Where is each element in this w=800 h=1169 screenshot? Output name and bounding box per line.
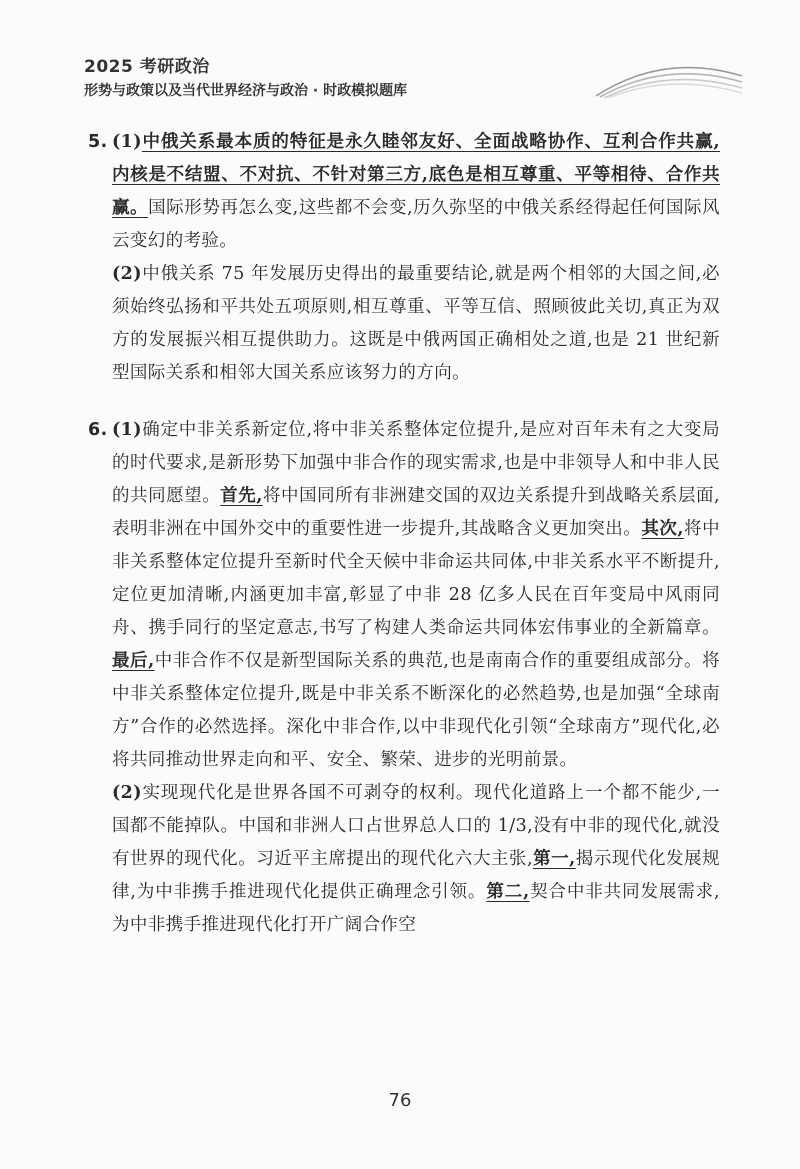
sub-answer-6-2	[112, 777, 720, 942]
answer-text: 将中国同所有非洲建交国的双边关系提升到战略关系层面,表明非洲在中国外交中的重要性进一步提升,其战略含义更加突出。	[112, 486, 720, 539]
keyword-last: 最后,	[112, 651, 155, 671]
answer-text: 中俄关系 75 年发展历史得出的最重要结论,就是两个相邻的大国之间,必须始终弘扬和平共处五项原则,相互尊重、平等互信、照顾彼此关切,真正为双方的发展振兴相互提供助力。这既是中俄两国正确相处之道,也是 21 世纪新型国际关系和相邻大国关系应该努力的方向。	[112, 264, 720, 383]
answer-item-5	[88, 126, 720, 390]
keyword-first: 第一,	[532, 849, 576, 869]
answer-text: 将中非关系整体定位提升至新时代全天候中非命运共同体,中非关系水平不断提升,定位更加清晰,内涵更加丰富,彰显了中非 28 亿多人民在百年变局中风雨同舟、携手同行的坚定意志,书写了构建人类命运共同体宏伟事业的全新篇章。	[112, 519, 720, 638]
answer-item-6	[88, 414, 720, 942]
sub-tag: (1)	[112, 132, 142, 152]
key-point-text: 中俄关系最本质的特征是永久睦邻友好、全面战略协作、互利合作共赢,内核是不结盟、不对抗、不针对第三方,底色是相互尊重、平等相待、合作共赢。	[112, 132, 720, 218]
sub-tag: (2)	[112, 264, 142, 284]
item-number: 5.	[88, 132, 108, 152]
answer-text: 实现现代化是世界各国不可剥夺的权利。现代化道路上一个都不能少,一国都不能掉队。中国和非洲人口占世界总人口的 1/3,没有中非的现代化,就没有世界的现代化。习近平主席提出的现代化六大主张,	[112, 783, 720, 869]
page-header	[84, 52, 744, 112]
page-number: 76	[388, 1090, 412, 1111]
keyword-first: 首先,	[220, 486, 263, 506]
sub-answer-6-1	[112, 414, 720, 777]
keyword-second: 其次,	[641, 519, 684, 539]
answer-text: 揭示现代化发展规律,为中非携手推进现代化提供正确理念引领。	[112, 849, 720, 902]
header-swoosh-decoration	[594, 58, 744, 98]
answer-text: 契合中非共同发展需求,为中非携手推进现代化打开广阔合作空	[112, 882, 720, 935]
item-number: 6.	[88, 420, 108, 440]
sub-tag: (2)	[112, 783, 142, 803]
header-title: 2025 考研政治	[84, 57, 210, 77]
sub-answer-5-1	[112, 126, 720, 258]
answer-text: 中非合作不仅是新型国际关系的典范,也是南南合作的重要组成部分。将中非关系整体定位提升,既是中非关系不断深化的必然趋势,也是加强“全球南方”合作的必然选择。深化中非合作,以中非现代化引领“全球南方”现代化,必将共同推动世界走向和平、安全、繁荣、进步的光明前景。	[112, 651, 720, 770]
answer-content	[88, 126, 720, 942]
sub-tag: (1)	[112, 420, 142, 440]
answer-text: 确定中非关系新定位,将中非关系整体定位提升,是应对百年未有之大变局的时代要求,是新形势下加强中非合作的现实需求,也是中非领导人和中非人民的共同愿望。	[112, 420, 720, 506]
keyword-second: 第二,	[486, 882, 530, 902]
header-subtitle: 形势与政策以及当代世界经济与政治 · 时政模拟题库	[84, 83, 408, 99]
sub-answer-5-2	[112, 258, 720, 390]
answer-text: 国际形势再怎么变,这些都不会变,历久弥坚的中俄关系经得起任何国际风云变幻的考验。	[112, 198, 720, 251]
